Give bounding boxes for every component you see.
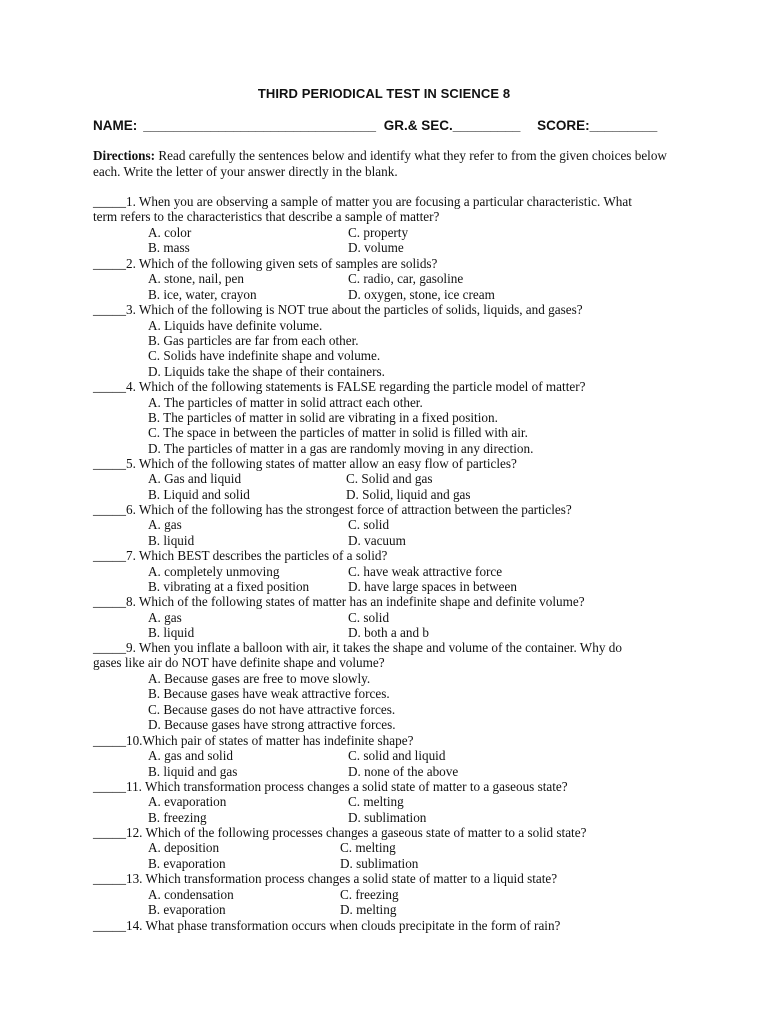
question-text: 7. Which BEST describes the particles of a solid? <box>125 548 388 563</box>
question-8 <box>93 594 683 609</box>
answer-blank: _____ <box>93 302 126 317</box>
name-label: NAME: <box>93 118 138 133</box>
question-1 <box>93 194 683 225</box>
choice: C. radio, car, gasoline <box>348 271 464 286</box>
question-text: 12. Which of the following processes changes a gaseous state of matter to a solid state? <box>125 825 587 840</box>
choice: B. vibrating at a fixed position <box>148 579 310 594</box>
choice: B. liquid <box>148 625 195 640</box>
choice: D. Solid, liquid and gas <box>346 487 471 502</box>
question-text: 9. When you inflate a balloon with air, it takes the shape and volume of the container. Why do <box>125 640 622 655</box>
choice: B. The particles of matter in solid are vibrating in a fixed position. <box>148 410 498 425</box>
question-12 <box>93 825 683 840</box>
choice: A. Because gases are free to move slowly. <box>148 671 371 686</box>
choice: D. The particles of matter in a gas are randomly moving in any direction. <box>148 441 534 456</box>
choice: A. color <box>148 225 192 240</box>
question-text: 6. Which of the following has the strongest force of attraction between the particles? <box>125 502 572 517</box>
choice: A. gas <box>148 517 182 532</box>
question-6 <box>93 502 683 517</box>
answer-blank: _____ <box>93 456 126 471</box>
choice: B. evaporation <box>148 856 226 871</box>
choice: A. condensation <box>148 887 234 902</box>
choice: D. sublimation <box>340 856 419 871</box>
answer-blank: _____ <box>93 256 126 271</box>
directions <box>93 148 683 180</box>
choice: B. Liquid and solid <box>148 487 250 502</box>
question-11 <box>93 779 683 794</box>
question-10 <box>93 733 683 748</box>
grsec-label: GR.& SEC. <box>383 118 453 133</box>
question-text-cont: term refers to the characteristics that describe a sample of matter? <box>93 209 440 225</box>
directions-label: Directions: <box>93 148 156 163</box>
choice: A. stone, nail, pen <box>148 271 244 286</box>
choice: A. completely unmoving <box>148 564 280 579</box>
choice: D. have large spaces in between <box>348 579 517 594</box>
question-14 <box>93 918 683 933</box>
choice: C. freezing <box>340 887 399 902</box>
question-text: 1. When you are observing a sample of matter you are focusing a particular characteristic. What <box>125 194 632 209</box>
question-text: 8. Which of the following states of matter has an indefinite shape and definite volume? <box>125 594 585 609</box>
choice: A. Liquids have definite volume. <box>148 318 323 333</box>
student-info-line <box>93 118 693 133</box>
question-text: 11. Which transformation process changes a solid state of matter to a gaseous state? <box>125 779 568 794</box>
choice: C. solid <box>348 517 390 532</box>
choice: A. gas <box>148 610 182 625</box>
question-text: 14. What phase transformation occurs when clouds precipitate in the form of rain? <box>125 918 561 933</box>
choice: C. solid and liquid <box>348 748 446 763</box>
answer-blank: _____ <box>93 779 126 794</box>
choice: D. oxygen, stone, ice cream <box>348 287 495 302</box>
choice: B. liquid <box>148 533 195 548</box>
choice: D. none of the above <box>348 764 459 779</box>
answer-blank: _____ <box>93 194 126 209</box>
score-label: SCORE: <box>537 118 590 133</box>
question-text: 2. Which of the following given sets of samples are solids? <box>125 256 438 271</box>
question-text: 3. Which of the following is NOT true about the particles of solids, liquids, and gases? <box>125 302 583 317</box>
choice: A. Gas and liquid <box>148 471 242 486</box>
question-text-cont: gases like air do NOT have definite shape and volume? <box>93 655 385 671</box>
choice: C. solid <box>348 610 390 625</box>
choice: A. gas and solid <box>148 748 233 763</box>
choice: D. Liquids take the shape of their containers. <box>148 364 385 379</box>
answer-blank: _____ <box>93 594 126 609</box>
choice: B. Gas particles are far from each other. <box>148 333 359 348</box>
choice: C. Solid and gas <box>346 471 433 486</box>
choice: A. evaporation <box>148 794 227 809</box>
directions-text: Read carefully the sentences below and identify what they refer to from the given choices below each. Write the letter of your answer directly in the blank. <box>93 148 667 179</box>
answer-blank: _____ <box>93 640 126 655</box>
choice: C. The space in between the particles of matter in solid is filled with air. <box>148 425 528 440</box>
choice: C. melting <box>340 840 396 855</box>
choice: C. melting <box>348 794 404 809</box>
answer-blank: _____ <box>93 733 126 748</box>
question-5 <box>93 456 683 471</box>
answer-blank: _____ <box>93 825 126 840</box>
question-2 <box>93 256 683 271</box>
choice: D. melting <box>340 902 397 917</box>
answer-blank: _____ <box>93 379 126 394</box>
choice: B. mass <box>148 240 190 255</box>
question-text: 4. Which of the following statements is FALSE regarding the particle model of matter? <box>125 379 586 394</box>
score-blank: _________ <box>589 118 658 133</box>
choice: B. freezing <box>148 810 207 825</box>
choice: B. liquid and gas <box>148 764 238 779</box>
question-text: 13. Which transformation process changes a solid state of matter to a liquid state? <box>125 871 558 886</box>
choice: A. The particles of matter in solid attract each other. <box>148 395 423 410</box>
question-text: 5. Which of the following states of matter allow an easy flow of particles? <box>125 456 517 471</box>
grsec-blank: _________ <box>452 118 521 133</box>
question-13 <box>93 871 683 886</box>
choice: C. have weak attractive force <box>348 564 503 579</box>
question-7 <box>93 548 683 563</box>
answer-blank: _____ <box>93 548 126 563</box>
page-title: THIRD PERIODICAL TEST IN SCIENCE 8 <box>257 86 511 101</box>
choice: C. property <box>348 225 409 240</box>
question-9 <box>93 640 683 671</box>
name-blank: _______________________________ <box>143 118 376 133</box>
answer-blank: _____ <box>93 871 126 886</box>
choice: D. volume <box>348 240 404 255</box>
choice: C. Solids have indefinite shape and volume. <box>148 348 381 363</box>
choice: D. sublimation <box>348 810 427 825</box>
choice: B. Because gases have weak attractive forces. <box>148 686 390 701</box>
question-4 <box>93 379 683 394</box>
choice: B. evaporation <box>148 902 226 917</box>
choice: C. Because gases do not have attractive forces. <box>148 702 396 717</box>
choice: A. deposition <box>148 840 220 855</box>
answer-blank: _____ <box>93 502 126 517</box>
choice: D. Because gases have strong attractive forces. <box>148 717 396 732</box>
answer-blank: _____ <box>93 918 126 933</box>
question-3 <box>93 302 683 317</box>
choice: B. ice, water, crayon <box>148 287 257 302</box>
choice: D. both a and b <box>348 625 429 640</box>
choice: D. vacuum <box>348 533 406 548</box>
question-text: 10.Which pair of states of matter has indefinite shape? <box>125 733 414 748</box>
